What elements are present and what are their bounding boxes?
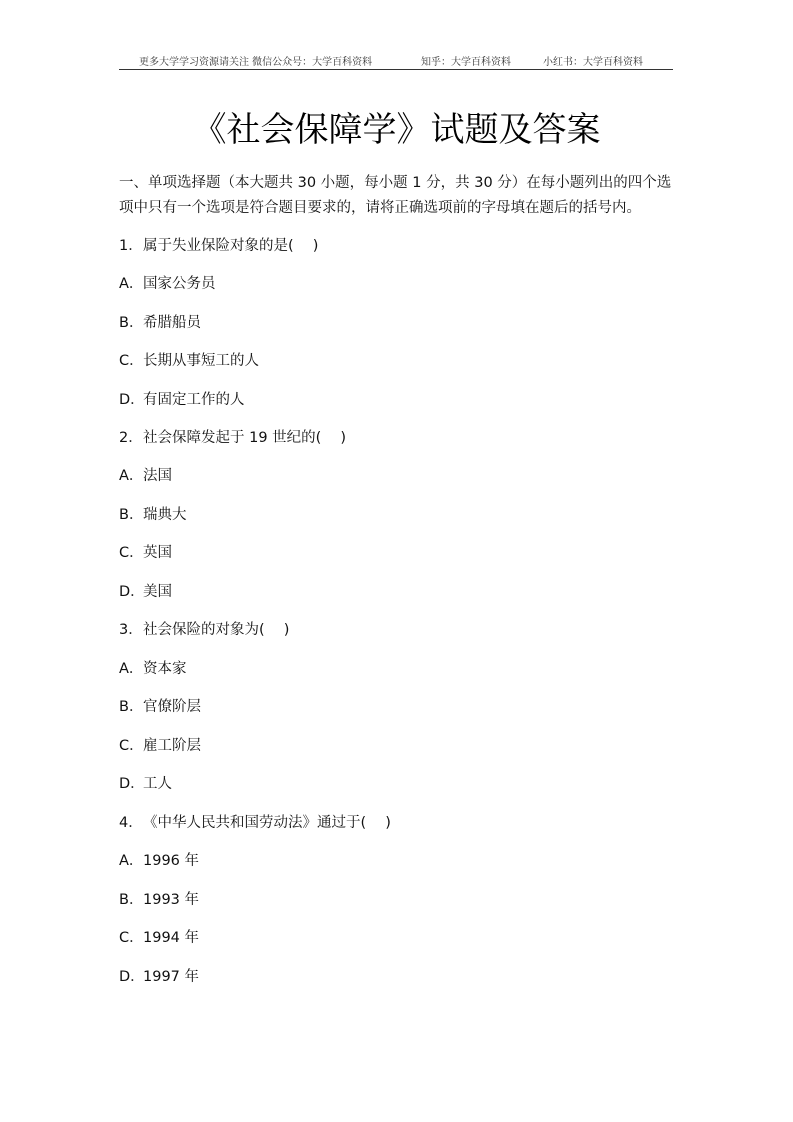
option-letter: D． — [119, 969, 145, 985]
question-number: 2． — [119, 430, 143, 446]
option-text: 国家公务员 — [143, 276, 216, 292]
option-item — [119, 928, 199, 948]
option-letter: C． — [119, 353, 144, 369]
header-zhihu-text: 知乎：大学百科资料 — [421, 57, 511, 68]
option-letter: A． — [119, 276, 144, 292]
option-item — [119, 659, 187, 679]
option-letter: A． — [119, 661, 144, 677]
option-text: 美国 — [143, 584, 172, 600]
option-item — [119, 582, 172, 602]
option-text: 英国 — [143, 545, 172, 561]
option-text: 资本家 — [143, 661, 187, 677]
question-stem — [119, 428, 346, 448]
option-item — [119, 697, 201, 717]
page-header — [119, 49, 673, 70]
option-letter: C． — [119, 738, 144, 754]
option-item — [119, 967, 199, 987]
option-item — [119, 313, 201, 333]
option-letter: B． — [119, 892, 144, 908]
option-text: 瑞典大 — [143, 507, 187, 523]
question-text: 社会保障发起于 19 世纪的( ) — [143, 430, 347, 446]
question-text: 属于失业保险对象的是( ) — [143, 238, 319, 254]
option-text: 有固定工作的人 — [143, 392, 245, 408]
option-letter: C． — [119, 545, 144, 561]
option-item — [119, 274, 216, 294]
header-xiaohongshu-text: 小红书：大学百科资料 — [543, 57, 643, 68]
option-text: 长期从事短工的人 — [143, 353, 259, 369]
question-stem — [119, 813, 391, 833]
question-number: 1． — [119, 238, 143, 254]
option-text: 1993 年 — [143, 892, 200, 908]
option-item — [119, 351, 259, 371]
option-text: 1997 年 — [143, 969, 200, 985]
page-title: 《社会保障学》试题及答案 — [192, 110, 601, 150]
option-text: 官僚阶层 — [143, 699, 201, 715]
header-follow-text: 更多大学学习资源请关注 微信公众号：大学百科资料 — [139, 57, 373, 68]
option-text: 法国 — [143, 468, 172, 484]
question-text: 社会保险的对象为( ) — [143, 622, 290, 638]
option-item — [119, 543, 172, 563]
option-item — [119, 890, 199, 910]
option-letter: D． — [119, 392, 145, 408]
question-number: 4． — [119, 815, 143, 831]
question-stem — [119, 620, 289, 640]
option-item — [119, 736, 201, 756]
option-letter: A． — [119, 468, 144, 484]
question-stem — [119, 236, 318, 256]
option-letter: D． — [119, 776, 145, 792]
option-text: 1994 年 — [143, 930, 200, 946]
option-letter: C． — [119, 930, 144, 946]
option-text: 工人 — [143, 776, 172, 792]
option-letter: B． — [119, 507, 144, 523]
option-text: 雇工阶层 — [143, 738, 201, 754]
question-text: 《中华人民共和国劳动法》通过于( ) — [143, 815, 391, 831]
option-letter: D． — [119, 584, 145, 600]
question-number: 3． — [119, 622, 143, 638]
option-letter: B． — [119, 315, 144, 331]
option-item — [119, 505, 187, 525]
option-text: 1996 年 — [143, 853, 200, 869]
option-letter: A． — [119, 853, 144, 869]
option-item — [119, 851, 199, 871]
option-item — [119, 466, 172, 486]
section-intro: 一、单项选择题（本大题共 30 小题，每小题 1 分，共 30 分）在每小题列出的四个选项中只有一个选项是符合题目要求的，请将正确选项前的字母填在题后的括号内。 — [119, 175, 672, 216]
option-item — [119, 774, 172, 794]
option-letter: B． — [119, 699, 144, 715]
option-item — [119, 390, 245, 410]
option-text: 希腊船员 — [143, 315, 201, 331]
